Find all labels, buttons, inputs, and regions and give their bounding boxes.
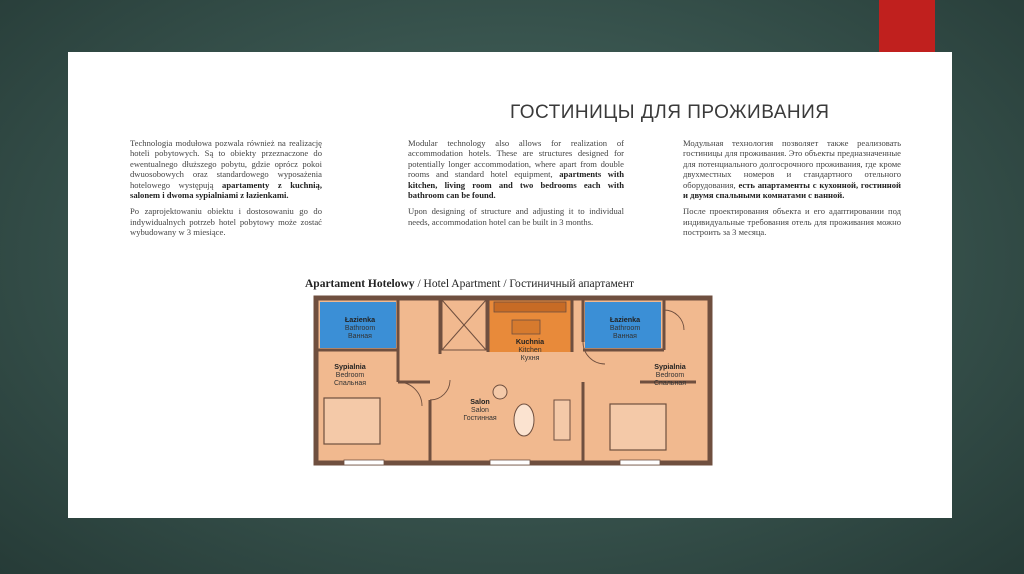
russian-p1-bold: есть апартаменты с кухонной, гостинной и двумя спальными комнатами с ванной. xyxy=(683,179,902,201)
salon-table xyxy=(514,404,534,436)
kitchen-island xyxy=(512,320,540,334)
svg-text:Ванная: Ванная xyxy=(613,333,637,340)
label-bath-right xyxy=(610,315,641,340)
english-p1-text: Modular technology also allows for realization of accommodation hotels. These are structures designed for potentially longer accommodation, where apart from double rooms and standard hotel equipment, xyxy=(408,138,624,180)
svg-text:Ванная: Ванная xyxy=(348,333,372,340)
bed-left xyxy=(324,398,380,444)
english-paragraph-1 xyxy=(408,138,624,200)
text-column-polish xyxy=(130,138,322,244)
svg-text:Salon: Salon xyxy=(470,397,490,406)
svg-text:Kuchnia: Kuchnia xyxy=(515,337,545,346)
svg-text:Спальная: Спальная xyxy=(653,380,687,387)
svg-text:Bedroom: Bedroom xyxy=(335,372,365,379)
plan-title-rest: / Hotel Apartment / Гостиничный апартамент xyxy=(414,278,635,290)
svg-text:Кухня: Кухня xyxy=(520,355,540,362)
svg-text:Bathroom: Bathroom xyxy=(344,325,376,332)
text-column-russian xyxy=(683,138,901,244)
salon-armchair xyxy=(493,385,507,399)
english-p1-bold: apartments with kitchen, living room and two bedrooms each with bathroom can be found. xyxy=(408,169,624,201)
label-bath-left xyxy=(345,315,376,340)
floor-plan xyxy=(300,292,716,470)
svg-text:Sypialnia: Sypialnia xyxy=(334,362,366,371)
svg-text:Łazienka: Łazienka xyxy=(609,315,641,324)
svg-text:Kitchen: Kitchen xyxy=(518,347,542,354)
english-paragraph-2: Upon designing of structure and adjusting it to individual needs, accommodation hotel can be built in 3 months. xyxy=(408,206,624,227)
kitchen-counter xyxy=(494,302,566,312)
label-bedroom-right xyxy=(654,362,687,387)
svg-text:Гостинная: Гостинная xyxy=(463,415,497,422)
svg-text:Salon: Salon xyxy=(471,407,489,414)
polish-p1-bold: apartamenty z kuchnią, salonem i dwoma sypialniami z łazienkami. xyxy=(130,179,322,201)
svg-text:Sypialnia: Sypialnia xyxy=(654,362,686,371)
salon-sofa xyxy=(554,400,570,440)
floor-plan-title xyxy=(305,278,634,290)
russian-p1-text: Модульная технология позволяет также реализовать гостиницы для проживания. Это объекты предназначенные для потенциального долгосрочного проживания, где кроме двухместных номеров и стандартного отельного оборудования, xyxy=(683,138,901,190)
russian-paragraph-1 xyxy=(683,138,901,200)
bed-right xyxy=(610,404,666,450)
svg-text:Bedroom: Bedroom xyxy=(655,372,685,379)
polish-paragraph-2: Po zaprojektowaniu obiektu i dostosowaniu go do indywidualnych potrzeb hotel pobytowy może zostać wybudowany w 3 miesiące. xyxy=(130,206,322,238)
svg-text:Łazienka: Łazienka xyxy=(344,315,376,324)
polish-p1-text: Technologia modułowa pozwala również na realizację hoteli pobytowych. Są to obiekty przeznaczone do ewentualnego dłuższego pobytu, gdzie oprócz pokoi dwuosobowych oraz standardowego wyposażenia hotelowego występują xyxy=(130,138,322,190)
label-bedroom-left xyxy=(334,362,367,387)
russian-paragraph-2: После проектирования объекта и его адаптировании под индивидуальные требования отель для проживания можно построить за 3 месяца. xyxy=(683,206,901,238)
slide-panel xyxy=(68,52,952,518)
slide-title: ГОСТИНИЦЫ ДЛЯ ПРОЖИВАНИЯ xyxy=(510,102,830,123)
svg-text:Спальная: Спальная xyxy=(333,380,367,387)
polish-paragraph-1 xyxy=(130,138,322,200)
plan-title-bold: Apartament Hotelowy xyxy=(305,278,415,290)
svg-text:Bathroom: Bathroom xyxy=(609,325,641,332)
text-column-english xyxy=(408,138,624,233)
red-accent-block xyxy=(879,0,935,52)
